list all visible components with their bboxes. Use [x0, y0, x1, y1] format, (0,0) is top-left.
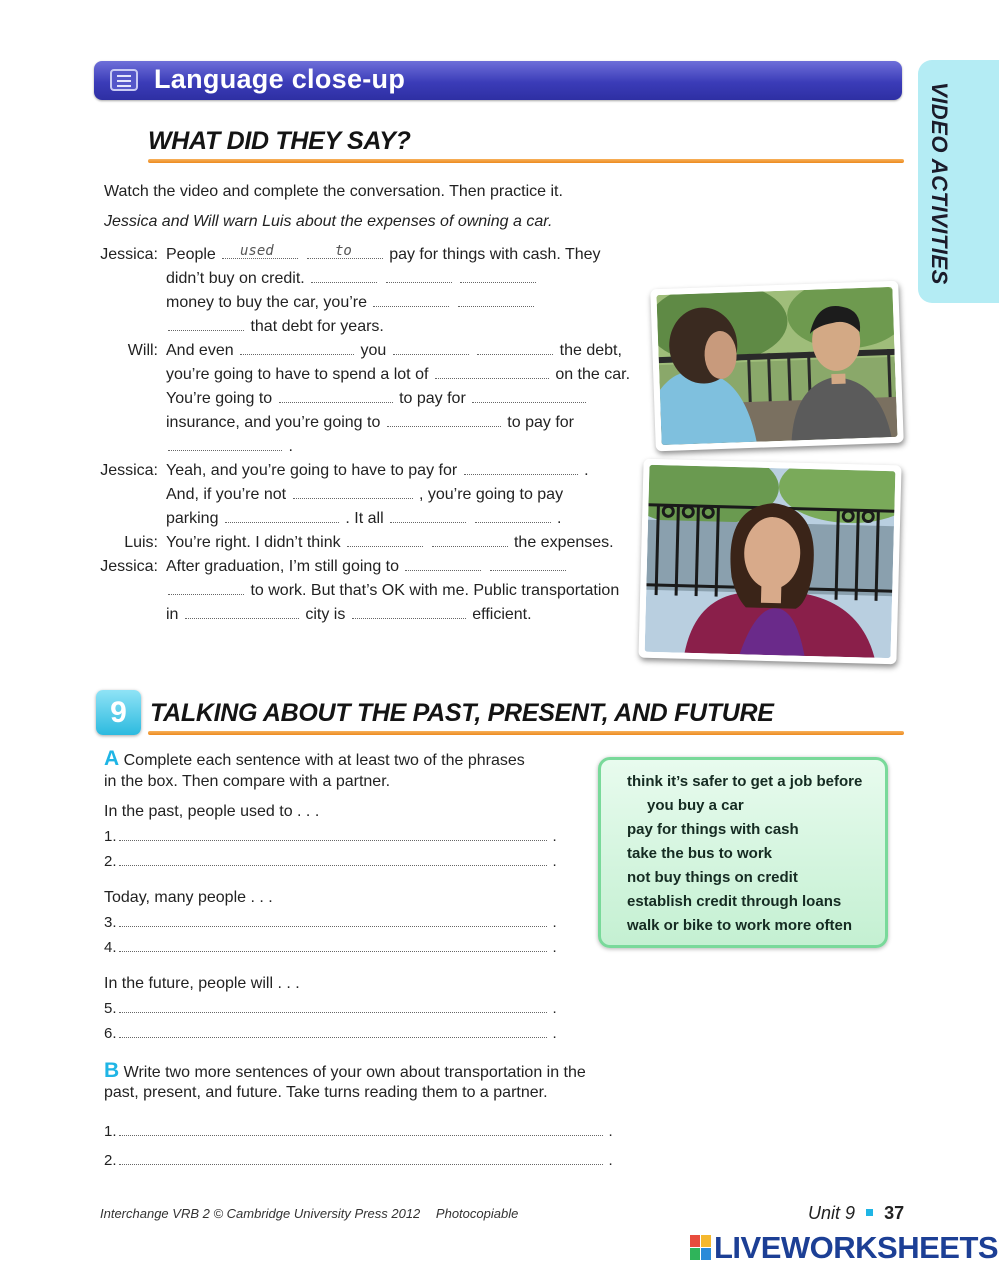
- answer-blank[interactable]: [460, 271, 536, 283]
- conversation-line: And, if you’re not , you’re going to pay: [166, 486, 564, 503]
- prompt-future: In the future, people will . . .: [104, 975, 300, 992]
- liveworksheets-logo[interactable]: LIVEWORKSHEETS: [690, 1230, 998, 1266]
- phrase-item: walk or bike to work more often: [627, 917, 853, 934]
- conversation-line: you’re going to have to spend a lot of on the car.: [166, 366, 631, 383]
- answer-line: 1. .: [104, 828, 557, 845]
- speaker-jessica: Jessica:: [100, 462, 158, 479]
- answer-blank[interactable]: [119, 829, 547, 841]
- conversation-line: in city is efficient.: [166, 606, 532, 623]
- answer-blank[interactable]: [119, 1026, 547, 1038]
- answer-blank[interactable]: [240, 343, 354, 355]
- conversation-line: You’re right. I didn’t think the expenses.: [166, 534, 614, 551]
- conversation-line: to work. But that’s OK with me. Public transportation: [166, 579, 619, 603]
- answer-blank[interactable]: [386, 271, 452, 283]
- conversation-line: People pay for things with cash. They: [166, 246, 601, 263]
- liveworksheets-icon: [690, 1235, 712, 1261]
- phrase-item: not buy things on credit: [627, 869, 798, 886]
- page-number: Unit 9 37: [808, 1203, 905, 1223]
- header-title: Language close-up: [154, 64, 406, 94]
- answer-line: 3. .: [104, 914, 557, 931]
- answer-blank[interactable]: [472, 391, 586, 403]
- instruction-a-line2: in the box. Then compare with a partner.: [104, 773, 391, 790]
- part-letter-b: B: [104, 1059, 120, 1082]
- answer-blank[interactable]: [225, 511, 339, 523]
- section-title-what-did-they-say: WHAT DID THEY SAY?: [148, 127, 411, 155]
- section-title-past-present-future: TALKING ABOUT THE PAST, PRESENT, AND FUTURE: [150, 699, 774, 727]
- answer-blank[interactable]: [352, 607, 466, 619]
- conversation-line: that debt for years.: [166, 315, 384, 339]
- menu-icon: [110, 69, 138, 91]
- answer-blank[interactable]: [119, 940, 547, 952]
- answer-blank[interactable]: [347, 535, 423, 547]
- answer-line: 6. .: [104, 1025, 557, 1042]
- language-closeup-bar: [94, 61, 902, 100]
- speaker-jessica: Jessica:: [100, 246, 158, 263]
- speaker-will: Will:: [127, 342, 158, 359]
- photo-jessica: [645, 465, 896, 658]
- answer-blank[interactable]: [464, 463, 578, 475]
- video-still-jessica: [638, 459, 901, 665]
- answer-blank[interactable]: [168, 319, 244, 331]
- answer-blank[interactable]: [168, 439, 282, 451]
- separator-square: [866, 1209, 873, 1216]
- photo-two-men: [656, 287, 897, 445]
- context-line: Jessica and Will warn Luis about the expenses of owning a car.: [104, 213, 553, 230]
- phrase-item: establish credit through loans: [627, 893, 842, 910]
- answer-line: 1. .: [104, 1123, 613, 1140]
- answer-blank[interactable]: [311, 271, 377, 283]
- part-letter-a: A: [104, 747, 120, 770]
- instruction-a: A Complete each sentence with at least two of the phrases: [104, 747, 525, 770]
- conversation-line: .: [166, 435, 293, 459]
- prompt-past: In the past, people used to . . .: [104, 803, 320, 820]
- conversation-line: You’re going to to pay for: [166, 387, 588, 411]
- answer-blank[interactable]: [405, 559, 481, 571]
- answer-blank[interactable]: [458, 295, 534, 307]
- answer-line: 4. .: [104, 939, 557, 956]
- answer-blank[interactable]: [119, 1124, 603, 1136]
- answer-blank[interactable]: [279, 391, 393, 403]
- speaker-luis: Luis:: [124, 534, 158, 551]
- answer-blank[interactable]: [432, 535, 508, 547]
- phrase-item: you buy a car: [647, 797, 744, 814]
- exercise-number-badge: 9: [96, 690, 141, 735]
- answer-blank[interactable]: [119, 1153, 603, 1165]
- filled-answer[interactable]: used: [240, 243, 274, 259]
- answer-blank[interactable]: [435, 367, 549, 379]
- answer-blank[interactable]: [490, 559, 566, 571]
- conversation-line: parking . It all .: [166, 510, 562, 527]
- answer-blank[interactable]: [373, 295, 449, 307]
- video-activities-tab: [918, 60, 999, 303]
- answer-blank[interactable]: [119, 854, 547, 866]
- section-rule: [148, 731, 904, 735]
- conversation-line: Yeah, and you’re going to have to pay for .: [166, 462, 589, 479]
- answer-blank[interactable]: [185, 607, 299, 619]
- conversation-line: didn’t buy on credit.: [166, 267, 538, 291]
- instruction-b-line2: past, present, and future. Take turns reading them to a partner.: [104, 1084, 548, 1101]
- video-still-will-luis: [650, 281, 904, 452]
- filled-answer[interactable]: to: [335, 243, 352, 259]
- conversation-line: money to buy the car, you’re: [166, 291, 536, 315]
- answer-blank[interactable]: [119, 915, 547, 927]
- instruction: Watch the video and complete the conversation. Then practice it.: [104, 183, 563, 200]
- phrase-box: [598, 757, 888, 948]
- conversation-line: After graduation, I’m still going to: [166, 555, 568, 579]
- section-rule: [148, 159, 904, 163]
- answer-blank[interactable]: [390, 511, 466, 523]
- answer-blank[interactable]: [393, 343, 469, 355]
- answer-blank[interactable]: [387, 415, 501, 427]
- phrase-item: take the bus to work: [627, 845, 773, 862]
- conversation-line: insurance, and you’re going to to pay for: [166, 414, 574, 431]
- answer-blank[interactable]: [477, 343, 553, 355]
- conversation-line: And even you the debt,: [166, 342, 622, 359]
- speaker-jessica: Jessica:: [100, 558, 158, 575]
- answer-blank[interactable]: [293, 487, 413, 499]
- answer-line: 2. .: [104, 1152, 613, 1169]
- answer-line: 2. .: [104, 853, 557, 870]
- answer-blank[interactable]: [119, 1001, 547, 1013]
- answer-blank[interactable]: [168, 583, 244, 595]
- answer-line: 5. .: [104, 1000, 557, 1017]
- answer-blank[interactable]: [475, 511, 551, 523]
- prompt-today: Today, many people . . .: [104, 889, 273, 906]
- phrase-item: pay for things with cash: [627, 821, 799, 838]
- footer-copyright: Interchange VRB 2 © Cambridge University Press 2012 Photocopiable: [100, 1206, 519, 1221]
- instruction-b: B Write two more sentences of your own about transportation in the: [104, 1059, 586, 1082]
- phrase-item: think it’s safer to get a job before: [627, 773, 863, 790]
- side-tab-label: VIDEO ACTIVITIES: [927, 82, 952, 285]
